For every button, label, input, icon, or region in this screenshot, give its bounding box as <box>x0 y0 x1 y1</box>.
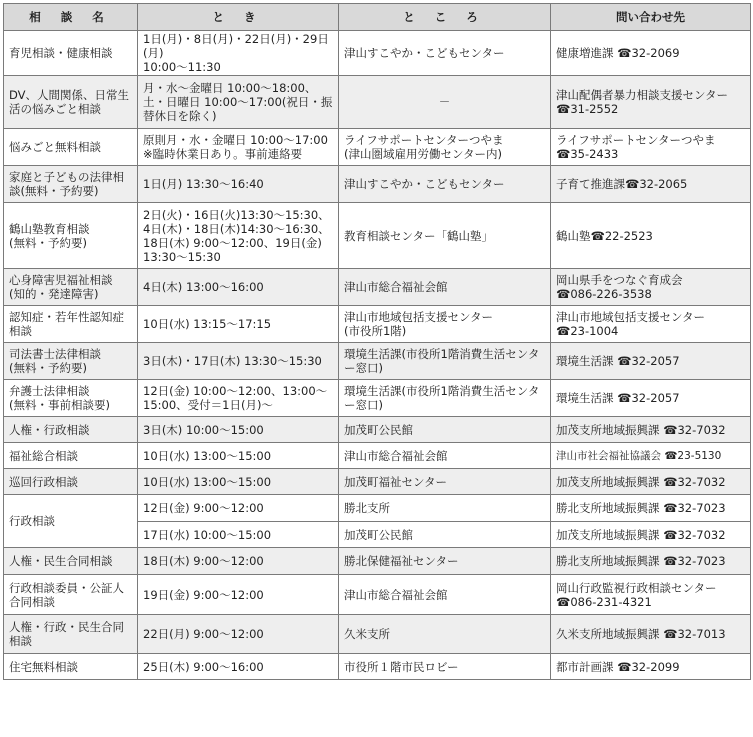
row-contact: 加茂支所地域振興課 ☎32-7032 <box>551 417 751 443</box>
row-contact: 鶴山塾☎22-2523 <box>551 203 751 269</box>
row-time: 12日(金) 10:00～12:00、13:00～15:00、受付＝1日(月)～ <box>138 380 339 417</box>
row-time: 原則月・水・金曜日 10:00～17:00 ※臨時休業日あり。事前連絡要 <box>138 129 339 166</box>
row-time: 1日(月)・8日(月)・22日(月)・29日(月) 10:00～11:30 <box>138 31 339 76</box>
table-row <box>4 203 751 269</box>
row-contact: 勝北支所地域振興課 ☎32-7023 <box>551 495 751 522</box>
row-time: 19日(金) 9:00～12:00 <box>138 575 339 615</box>
row-name: 家庭と子どもの法律相談(無料・予約要) <box>4 166 138 203</box>
header-time: と き <box>138 4 339 31</box>
row-name: 巡回行政相談 <box>4 469 138 495</box>
row-name: 人権・行政・民生合同相談 <box>4 615 138 654</box>
row-time: 4日(木) 13:00～16:00 <box>138 269 339 306</box>
table-row <box>4 575 751 615</box>
table-row <box>4 443 751 469</box>
table-row <box>4 129 751 166</box>
row-place: 環境生活課(市役所1階消費生活センター窓口) <box>339 380 551 417</box>
table-header-row <box>4 4 751 31</box>
row-time: 17日(水) 10:00～15:00 <box>138 522 339 548</box>
row-name: 心身障害児福祉相談 (知的・発達障害) <box>4 269 138 306</box>
table-row <box>4 269 751 306</box>
row-place: 津山市総合福祉会館 <box>339 269 551 306</box>
row-place: 津山すこやか・こどもセンター <box>339 166 551 203</box>
row-name: 人権・民生合同相談 <box>4 548 138 575</box>
row-place: 津山市総合福祉会館 <box>339 443 551 469</box>
row-contact: 健康増進課 ☎32-2069 <box>551 31 751 76</box>
row-contact: 勝北支所地域振興課 ☎32-7023 <box>551 548 751 575</box>
table-row <box>4 166 751 203</box>
row-contact: 都市計画課 ☎32-2099 <box>551 654 751 680</box>
row-time: 3日(木)・17日(木) 13:30～15:30 <box>138 343 339 380</box>
header-contact: 問い合わせ先 <box>551 4 751 31</box>
row-place: 津山すこやか・こどもセンター <box>339 31 551 76</box>
row-name: 弁護士法律相談 (無料・事前相談要) <box>4 380 138 417</box>
row-name: 人権・行政相談 <box>4 417 138 443</box>
header-place: と こ ろ <box>339 4 551 31</box>
row-name: 鶴山塾教育相談 (無料・予約要) <box>4 203 138 269</box>
row-name: 育児相談・健康相談 <box>4 31 138 76</box>
table-row <box>4 306 751 343</box>
row-place: 加茂町福祉センター <box>339 469 551 495</box>
table-row <box>4 615 751 654</box>
row-name: 住宅無料相談 <box>4 654 138 680</box>
row-time: 10日(水) 13:00～15:00 <box>138 469 339 495</box>
row-contact: 津山配偶者暴力相談支援センター ☎31-2552 <box>551 76 751 129</box>
header-name: 相 談 名 <box>4 4 138 31</box>
row-name: 行政相談 <box>4 495 138 548</box>
consultation-schedule-table <box>3 3 751 680</box>
table-row <box>4 548 751 575</box>
row-time: 12日(金) 9:00～12:00 <box>138 495 339 522</box>
row-place: 加茂町公民館 <box>339 522 551 548</box>
row-place: ライフサポートセンターつやま (津山圏域雇用労働センター内) <box>339 129 551 166</box>
row-contact: 加茂支所地域振興課 ☎32-7032 <box>551 469 751 495</box>
table-row <box>4 76 751 129</box>
table-row <box>4 469 751 495</box>
row-contact: 津山市社会福祉協議会 ☎23-5130 <box>551 443 751 469</box>
table-row <box>4 343 751 380</box>
row-time: 3日(木) 10:00～15:00 <box>138 417 339 443</box>
row-contact: ライフサポートセンターつやま ☎35-2433 <box>551 129 751 166</box>
row-place: 久米支所 <box>339 615 551 654</box>
row-place: 市役所１階市民ロビー <box>339 654 551 680</box>
row-contact: 子育て推進課☎32-2065 <box>551 166 751 203</box>
row-name: 行政相談委員・公証人合同相談 <box>4 575 138 615</box>
row-name: 福祉総合相談 <box>4 443 138 469</box>
row-place: － <box>339 76 551 129</box>
row-name: 司法書士法律相談 (無料・予約要) <box>4 343 138 380</box>
row-place: 環境生活課(市役所1階消費生活センター窓口) <box>339 343 551 380</box>
row-contact: 加茂支所地域振興課 ☎32-7032 <box>551 522 751 548</box>
row-time: 10日(水) 13:15～17:15 <box>138 306 339 343</box>
row-place: 加茂町公民館 <box>339 417 551 443</box>
table-row <box>4 417 751 443</box>
row-contact: 久米支所地域振興課 ☎32-7013 <box>551 615 751 654</box>
table-row <box>4 31 751 76</box>
row-time: 1日(月) 13:30～16:40 <box>138 166 339 203</box>
table-row <box>4 380 751 417</box>
row-name: DV、人間関係、日常生活の悩みごと相談 <box>4 76 138 129</box>
row-time: 10日(水) 13:00～15:00 <box>138 443 339 469</box>
row-place: 教育相談センター「鶴山塾」 <box>339 203 551 269</box>
table-row <box>4 495 751 522</box>
row-contact: 津山市地域包括支援センター ☎23-1004 <box>551 306 751 343</box>
row-place: 勝北保健福祉センター <box>339 548 551 575</box>
table-row <box>4 654 751 680</box>
row-place: 津山市総合福祉会館 <box>339 575 551 615</box>
row-time: 2日(火)・16日(火)13:30～15:30、 4日(木)・18日(木)14:30～16:30、 18日(木) 9:00～12:00、19日(金) 13:30～15:30 <box>138 203 339 269</box>
row-name: 悩みごと無料相談 <box>4 129 138 166</box>
row-contact: 環境生活課 ☎32-2057 <box>551 380 751 417</box>
row-time: 22日(月) 9:00～12:00 <box>138 615 339 654</box>
row-contact: 岡山行政監視行政相談センター ☎086-231-4321 <box>551 575 751 615</box>
row-place: 津山市地域包括支援センター (市役所1階) <box>339 306 551 343</box>
row-contact: 岡山県手をつなぐ育成会 ☎086-226-3538 <box>551 269 751 306</box>
row-contact: 環境生活課 ☎32-2057 <box>551 343 751 380</box>
row-time: 月・水～金曜日 10:00～18:00、 土・日曜日 10:00～17:00(祝日・振替休日を除く) <box>138 76 339 129</box>
row-place: 勝北支所 <box>339 495 551 522</box>
row-time: 25日(木) 9:00～16:00 <box>138 654 339 680</box>
row-time: 18日(木) 9:00～12:00 <box>138 548 339 575</box>
row-name: 認知症・若年性認知症相談 <box>4 306 138 343</box>
